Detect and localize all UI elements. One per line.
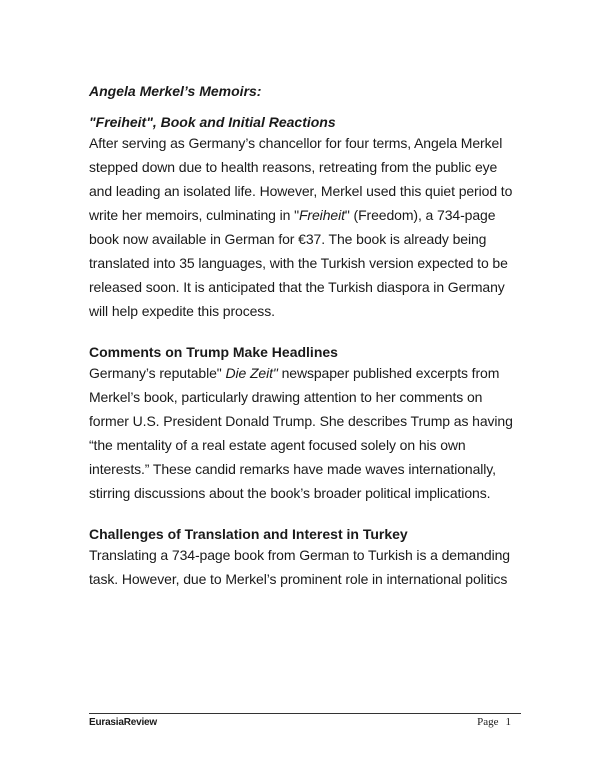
footer-page-number: 1 [505,716,511,728]
article-body [89,82,521,591]
section-heading-translation: Challenges of Translation and Interest in Turkey [89,526,408,542]
page-footer [89,713,521,733]
article-title-line-2: "Freiheit", Book and Initial Reactions [89,114,336,130]
footer-page-indicator [477,716,511,728]
paragraph-trump-text-a: Germany’s reputable" [89,365,226,381]
paragraph-trump-text-b: newspaper published excerpts from Merkel’s book, particularly drawing attention to her comments on former U.S. President Donald Trump. She describes Trump as having “the mentality of a real estate agent focused solely on his own interests.” These candid remarks have made waves internationally, stirring discussions about the book’s broader political implications. [89,365,513,501]
paragraph-intro [89,131,521,323]
paragraph-intro-text-a: After serving as Germany’s chancellor for four terms, Angela Merkel stepped down due to health reasons, retreating from the public eye and leading an isolated life. However, Merkel used this quiet period to write her memoirs, culminating in " [89,135,513,223]
paragraph-trump [89,361,521,505]
article-title-line-1: Angela Merkel’s Memoirs: [89,83,262,99]
footer-page-label: Page [477,716,499,728]
footer-publisher: EurasiaReview [89,717,157,728]
paragraph-intro-emphasis: Freiheit [298,207,345,223]
paragraph-trump-emphasis: Die Zeit" [225,365,278,381]
paragraph-intro-text-b: " (Freedom), a 734-page book now available in German for €37. The book is already being translated into 35 languages, with the Turkish version expected to be released soon. It is anticipated that the Turkish diaspora in Germany will help expedite this process. [89,207,508,319]
paragraph-translation: Translating a 734-page book from German to Turkish is a demanding task. However, due to Merkel’s prominent role in international politics [89,547,510,587]
section-heading-trump: Comments on Trump Make Headlines [89,344,338,360]
